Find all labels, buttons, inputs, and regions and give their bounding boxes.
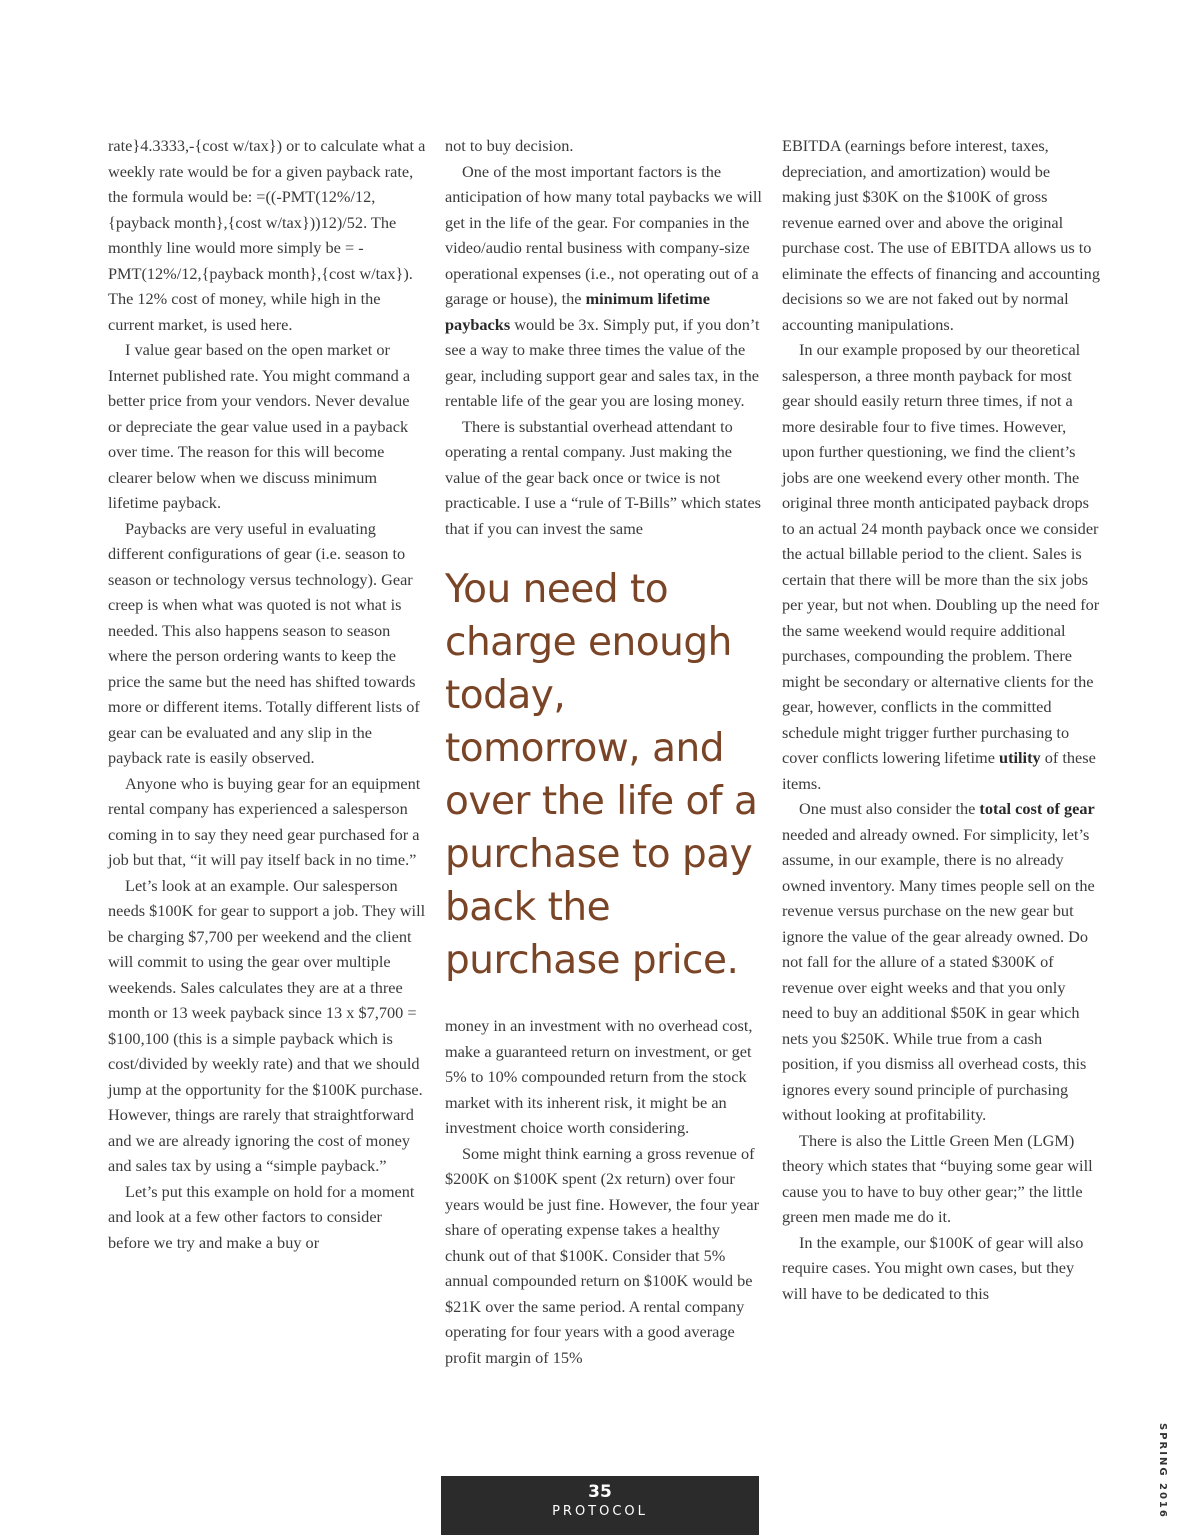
issue-label: SPRING 2016 bbox=[1157, 1423, 1168, 1519]
page-footer bbox=[441, 1476, 759, 1535]
paragraph: EBITDA (earnings before interest, taxes, depreciation, and amortization) would be making just $30K on the $100K of gross revenue earned over and above the original purchase cost. The use of EBITDA allows us to eliminate the effects of financing and accounting decisions so we are not faked out by normal accounting manipulations. bbox=[782, 136, 1100, 334]
text-run: would be 3x. Simply put, if you don’t see a way to make three times the value of the gear, including support gear and sales tax, in the rentable life of the gear you are losing money. bbox=[445, 314, 760, 410]
paragraph: In the example, our $100K of gear will also require cases. You might own cases, but they will have to be dedicated to this bbox=[782, 1232, 1084, 1303]
magazine-name: PROTOCOL bbox=[552, 1504, 648, 1519]
paragraph: not to buy decision. bbox=[445, 136, 574, 155]
bold-term: total cost of gear bbox=[979, 799, 1095, 818]
paragraph: Some might think earning a gross revenue of $200K on $100K spent (2x return) over four years would be just fine. However, the four year share of operating expense takes a healthy chunk out of that $100K. Consider that 5% annual compounded return on $100K would be $21K over the same period. A rental company operating for four years with a good average profit margin of 15% bbox=[445, 1143, 760, 1367]
column-1 bbox=[108, 133, 426, 1255]
pull-quote: You need to charge enough today, tomorrow, and over the life of a purchase to pay back the purchase price. bbox=[445, 567, 758, 983]
paragraph: Let’s put this example on hold for a moment and look at a few other factors to consider before we try and make a buy or bbox=[108, 1181, 415, 1252]
text-run: In our example proposed by our theoretical salesperson, a three month payback for most gear should easily return three times, if not a more desirable four to five times. However, upon further questioning, we find the client’s jobs are one weekend every other month. The original three month anticipated payback drops to an actual 24 month payback once we consider the actual billable period to the client. Sales is certain that there will be more than the six jobs per year, but not when. Doubling up the need for the same weekend would require additional purchases, compounding the problem. There might be secondary or alternative clients for the gear, however, conflicts in the committed schedule might trigger further purchasing to cover conflicts lowering lifetime bbox=[782, 340, 1100, 767]
text-run: One of the most important factors is the anticipation of how many total paybacks we will get in the life of the gear. For companies in the video/audio rental business with company-size operational expenses (i.e., not operating out of a garage or house), the bbox=[445, 161, 762, 308]
paragraph: There is also the Little Green Men (LGM) theory which states that “buying some gear will cause you to have to buy other gear;” the little green men made me do it. bbox=[782, 1130, 1093, 1226]
paragraph bbox=[445, 159, 763, 414]
text-run: One must also consider the bbox=[799, 799, 980, 818]
paragraph: Let’s look at an example. Our salesperson needs $100K for gear to support a job. They will be charging $7,700 per weekend and the client will commit to using the gear over multiple weekends. Sales calculates they are at a three month or 13 week payback since 13 x $7,700 = $100,100 (this is a simple payback which is cost/divided by weekly rate) and that we should jump at the opportunity for the $100K purchase. However, things are rarely that straightforward and we are already ignoring the cost of money and sales tax by using a “simple payback.” bbox=[108, 875, 426, 1175]
text-run: needed and already owned. For simplicity, let’s assume, in our example, there is no already owned inventory. Many times people sell on the revenue versus purchase on the new gear but ignore the value of the gear already owned. Do not fall for the allure of a stated $300K of revenue over eight weeks and that you only need to buy an additional $50K in gear which nets you $250K. While true from a cash position, if you dismiss all overhead costs, this ignores every sound principle of purchasing without looking at profitability. bbox=[782, 824, 1095, 1124]
paragraph: There is substantial overhead attendant to operating a rental company. Just making the value of the gear back once or twice is not practicable. I use a “rule of T-Bills” which states that if you can invest the same bbox=[445, 416, 762, 538]
page-number: 35 bbox=[588, 1482, 612, 1502]
bold-term: utility bbox=[999, 748, 1041, 767]
column-3 bbox=[782, 133, 1100, 1306]
paragraph: Paybacks are very useful in evaluating different configurations of gear (i.e. season to season or technology versus technology). Gear creep is when what was quoted is not what is needed. This also happens season to season where the person ordering wants to keep the price the same but the need has shifted towards more or different items. Totally different lists of gear can be evaluated and any slip in the payback rate is easily observed. bbox=[108, 518, 420, 767]
paragraph: money in an investment with no overhead cost, make a guaranteed return on investment, or get 5% to 10% compounded return from the stock market with its inherent risk, it might be an investment choice worth considering. bbox=[445, 1016, 753, 1137]
paragraph: rate}4.3333,-{cost w/tax}) or to calculate what a weekly rate would be for a given payback rate, the formula would be: =((-PMT(12%/12,{payback month},{cost w/tax}))12)/52. The monthly line would more simply be = -PMT(12%/12,{payback month},{cost w/tax}). The 12% cost of money, while high in the current market, is used here. bbox=[108, 136, 426, 334]
bold-term: minimum lifetime paybacks bbox=[445, 289, 710, 334]
paragraph: Anyone who is buying gear for an equipment rental company has experienced a salesperson coming in to say they need gear purchased for a job but that, “it will pay itself back in no time.” bbox=[108, 773, 421, 869]
text-run: of these items. bbox=[782, 748, 1096, 793]
column-2 bbox=[445, 133, 763, 1370]
paragraph bbox=[782, 796, 1100, 1128]
paragraph: I value gear based on the open market or Internet published rate. You might command a better price from your vendors. Never devalue or depreciate the gear value used in a payback over time. The reason for this will become clearer below when we discuss minimum lifetime payback. bbox=[108, 340, 411, 512]
paragraph bbox=[782, 337, 1100, 796]
